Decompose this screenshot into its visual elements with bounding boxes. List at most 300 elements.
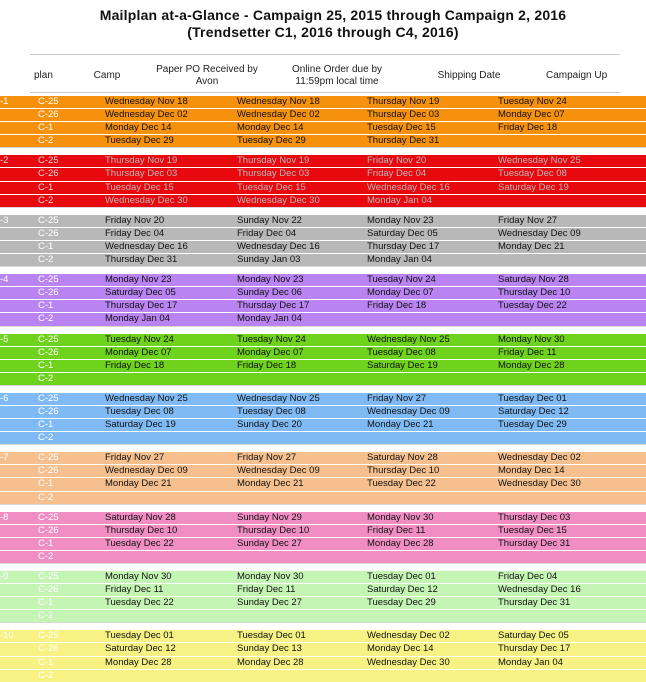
paper-po-cell: Thursday Dec 10: [105, 524, 237, 537]
online-order-cell: Sunday Jan 03: [237, 254, 367, 267]
campaign-up-cell: Wednesday Dec 02: [498, 452, 646, 465]
campaign-up-cell: Tuesday Dec 15: [498, 524, 646, 537]
online-order-cell: Sunday Dec 27: [237, 537, 367, 550]
table-row: [0, 96, 646, 109]
paper-po-cell: Friday Dec 11: [105, 584, 237, 597]
table-row: [0, 287, 646, 300]
header-top-divider: [30, 54, 620, 55]
shipping-date-cell: Monday Jan 04: [367, 254, 498, 267]
table-row: [0, 524, 646, 537]
online-order-cell: Wednesday Dec 16: [237, 240, 367, 253]
group-divider: [0, 564, 646, 571]
paper-po-cell: Friday Nov 20: [105, 214, 237, 227]
header-plan: plan: [34, 70, 53, 81]
camp-cell: C-1: [38, 478, 105, 491]
table-row: [0, 194, 646, 207]
shipping-date-cell: [367, 610, 498, 623]
table-row: [0, 359, 646, 372]
table-row: [0, 168, 646, 181]
camp-cell: C-1: [38, 300, 105, 313]
group-divider-cell: [0, 385, 646, 392]
paper-po-cell: Tuesday Dec 29: [105, 135, 237, 148]
shipping-date-cell: Tuesday Dec 15: [367, 122, 498, 135]
plan-cell: -8: [0, 511, 38, 524]
table-row: [0, 432, 646, 445]
camp-cell: C-1: [38, 597, 105, 610]
plan-cell: [0, 465, 38, 478]
online-order-cell: [237, 550, 367, 563]
shipping-date-cell: Wednesday Dec 02: [367, 630, 498, 643]
page-title: Mailplan at-a-Glance - Campaign 25, 2015 through Campaign 2, 2016: [99, 7, 567, 23]
camp-cell: C-25: [38, 155, 105, 168]
plan-cell: -1: [0, 96, 38, 109]
table-row: [0, 571, 646, 584]
table-row: [0, 392, 646, 405]
table-row: [0, 333, 646, 346]
shipping-date-cell: [367, 313, 498, 326]
mailplan-table: [0, 95, 646, 682]
plan-cell: [0, 419, 38, 432]
campaign-up-cell: Friday Dec 04: [498, 571, 646, 584]
online-order-cell: Friday Nov 27: [237, 452, 367, 465]
shipping-date-cell: Thursday Dec 17: [367, 240, 498, 253]
shipping-date-cell: Tuesday Dec 29: [367, 597, 498, 610]
campaign-up-cell: [498, 669, 646, 682]
plan-cell: [0, 524, 38, 537]
shipping-date-cell: Monday Dec 21: [367, 419, 498, 432]
campaign-up-cell: Friday Dec 11: [498, 346, 646, 359]
plan-cell: [0, 227, 38, 240]
paper-po-cell: Tuesday Dec 01: [105, 630, 237, 643]
paper-po-cell: Tuesday Dec 15: [105, 181, 237, 194]
group-divider-cell: [0, 504, 646, 511]
online-order-cell: Thursday Dec 17: [237, 300, 367, 313]
table-row: [0, 254, 646, 267]
campaign-up-cell: Wednesday Dec 16: [498, 584, 646, 597]
campaign-up-cell: Friday Nov 27: [498, 214, 646, 227]
paper-po-cell: [105, 432, 237, 445]
camp-cell: C-2: [38, 254, 105, 267]
camp-cell: C-1: [38, 537, 105, 550]
paper-po-cell: Saturday Dec 19: [105, 419, 237, 432]
campaign-up-cell: Tuesday Dec 08: [498, 168, 646, 181]
paper-po-cell: Saturday Dec 05: [105, 287, 237, 300]
shipping-date-cell: Thursday Dec 10: [367, 465, 498, 478]
camp-cell: C-25: [38, 214, 105, 227]
camp-cell: C-2: [38, 432, 105, 445]
plan-cell: [0, 432, 38, 445]
campaign-up-cell: Monday Dec 07: [498, 109, 646, 122]
table-row: [0, 372, 646, 385]
camp-cell: C-2: [38, 610, 105, 623]
plan-cell: [0, 478, 38, 491]
online-order-cell: Wednesday Nov 18: [237, 96, 367, 109]
table-row: [0, 537, 646, 550]
online-order-cell: Sunday Dec 20: [237, 419, 367, 432]
plan-cell: [0, 491, 38, 504]
group-divider: [0, 267, 646, 274]
shipping-date-cell: Thursday Nov 19: [367, 96, 498, 109]
plan-cell: [0, 181, 38, 194]
shipping-date-cell: Friday Nov 27: [367, 392, 498, 405]
shipping-date-cell: Monday Nov 30: [367, 511, 498, 524]
camp-cell: C-25: [38, 452, 105, 465]
campaign-up-cell: Wednesday Nov 25: [498, 155, 646, 168]
campaign-up-cell: Wednesday Dec 09: [498, 227, 646, 240]
shipping-date-cell: [367, 550, 498, 563]
group-divider-cell: [0, 564, 646, 571]
shipping-date-cell: Monday Jan 04: [367, 194, 498, 207]
campaign-up-cell: [498, 432, 646, 445]
camp-cell: C-2: [38, 491, 105, 504]
paper-po-cell: Wednesday Nov 25: [105, 392, 237, 405]
paper-po-cell: Tuesday Dec 22: [105, 597, 237, 610]
campaign-up-cell: [498, 550, 646, 563]
paper-po-cell: Wednesday Dec 09: [105, 465, 237, 478]
table-row: [0, 478, 646, 491]
plan-cell: [0, 168, 38, 181]
paper-po-cell: Monday Dec 28: [105, 656, 237, 669]
table-row: [0, 550, 646, 563]
camp-cell: C-2: [38, 372, 105, 385]
camp-cell: C-25: [38, 392, 105, 405]
table-row: [0, 669, 646, 682]
camp-cell: C-26: [38, 287, 105, 300]
table-row: [0, 109, 646, 122]
page-subtitle: (Trendsetter C1, 2016 through C4, 2016): [187, 24, 459, 40]
plan-cell: -5: [0, 333, 38, 346]
campaign-up-cell: Thursday Dec 03: [498, 511, 646, 524]
camp-cell: C-1: [38, 419, 105, 432]
online-order-cell: Tuesday Dec 08: [237, 405, 367, 418]
camp-cell: C-25: [38, 571, 105, 584]
table-row: [0, 122, 646, 135]
header-camp: Camp: [93, 70, 121, 81]
camp-cell: C-26: [38, 109, 105, 122]
campaign-up-cell: Thursday Dec 31: [498, 537, 646, 550]
plan-cell: -2: [0, 155, 38, 168]
table-row: [0, 181, 646, 194]
campaign-up-cell: Wednesday Dec 30: [498, 478, 646, 491]
shipping-date-cell: [367, 372, 498, 385]
plan-cell: [0, 287, 38, 300]
camp-cell: C-26: [38, 524, 105, 537]
paper-po-cell: Tuesday Dec 08: [105, 405, 237, 418]
online-order-cell: Sunday Nov 29: [237, 511, 367, 524]
shipping-date-cell: Tuesday Dec 08: [367, 346, 498, 359]
online-order-cell: Monday Jan 04: [237, 313, 367, 326]
plan-cell: [0, 359, 38, 372]
paper-po-cell: Wednesday Dec 30: [105, 194, 237, 207]
header-paper-po: Paper PO Received by Avon: [156, 64, 258, 87]
plan-cell: [0, 194, 38, 207]
plan-cell: [0, 550, 38, 563]
online-order-cell: Monday Nov 30: [237, 571, 367, 584]
online-order-cell: Friday Dec 18: [237, 359, 367, 372]
online-order-cell: Wednesday Nov 25: [237, 392, 367, 405]
table-row: [0, 419, 646, 432]
online-order-cell: [237, 432, 367, 445]
shipping-date-cell: Wednesday Dec 16: [367, 181, 498, 194]
shipping-date-cell: Friday Dec 18: [367, 300, 498, 313]
paper-po-cell: Monday Jan 04: [105, 313, 237, 326]
camp-cell: C-26: [38, 405, 105, 418]
plan-cell: [0, 346, 38, 359]
campaign-up-cell: Tuesday Dec 01: [498, 392, 646, 405]
paper-po-cell: [105, 610, 237, 623]
shipping-date-cell: Friday Dec 04: [367, 168, 498, 181]
table-row: [0, 135, 646, 148]
shipping-date-cell: Saturday Dec 05: [367, 227, 498, 240]
shipping-date-cell: Friday Dec 11: [367, 524, 498, 537]
table-row: [0, 155, 646, 168]
online-order-cell: [237, 491, 367, 504]
campaign-up-cell: Monday Dec 14: [498, 465, 646, 478]
camp-cell: C-1: [38, 240, 105, 253]
paper-po-cell: Friday Dec 18: [105, 359, 237, 372]
paper-po-cell: Monday Nov 30: [105, 571, 237, 584]
paper-po-cell: Wednesday Dec 16: [105, 240, 237, 253]
camp-cell: C-25: [38, 511, 105, 524]
campaign-up-cell: Saturday Dec 19: [498, 181, 646, 194]
paper-po-cell: [105, 372, 237, 385]
table-row: [0, 630, 646, 643]
paper-po-cell: Monday Dec 14: [105, 122, 237, 135]
table-row: [0, 584, 646, 597]
shipping-date-cell: [367, 669, 498, 682]
plan-cell: [0, 656, 38, 669]
camp-cell: C-2: [38, 313, 105, 326]
group-divider: [0, 326, 646, 333]
camp-cell: C-25: [38, 274, 105, 287]
plan-cell: -7: [0, 452, 38, 465]
table-row: [0, 346, 646, 359]
campaign-up-cell: Monday Dec 21: [498, 240, 646, 253]
campaign-up-cell: Tuesday Dec 29: [498, 419, 646, 432]
group-divider: [0, 445, 646, 452]
camp-cell: C-25: [38, 630, 105, 643]
camp-cell: C-1: [38, 656, 105, 669]
camp-cell: C-26: [38, 168, 105, 181]
table-row: [0, 643, 646, 656]
plan-cell: [0, 372, 38, 385]
shipping-date-cell: Tuesday Dec 22: [367, 478, 498, 491]
online-order-cell: Monday Dec 14: [237, 122, 367, 135]
campaign-up-cell: [498, 610, 646, 623]
camp-cell: C-26: [38, 584, 105, 597]
campaign-up-cell: Thursday Dec 17: [498, 643, 646, 656]
online-order-cell: Thursday Dec 10: [237, 524, 367, 537]
online-order-cell: [237, 669, 367, 682]
shipping-date-cell: Tuesday Nov 24: [367, 274, 498, 287]
header-online-order: Online Order due by 11:59pm local time: [291, 64, 383, 87]
plan-cell: [0, 109, 38, 122]
paper-po-cell: Saturday Dec 12: [105, 643, 237, 656]
online-order-cell: Sunday Dec 13: [237, 643, 367, 656]
camp-cell: C-2: [38, 194, 105, 207]
group-divider-cell: [0, 623, 646, 630]
paper-po-cell: Thursday Dec 03: [105, 168, 237, 181]
campaign-up-cell: Saturday Dec 12: [498, 405, 646, 418]
shipping-date-cell: Tuesday Dec 01: [367, 571, 498, 584]
shipping-date-cell: Wednesday Dec 30: [367, 656, 498, 669]
camp-cell: C-1: [38, 122, 105, 135]
table-row: [0, 656, 646, 669]
header-bottom-divider: [30, 92, 620, 93]
camp-cell: C-2: [38, 550, 105, 563]
table-row: [0, 452, 646, 465]
shipping-date-cell: Monday Dec 07: [367, 287, 498, 300]
camp-cell: C-2: [38, 669, 105, 682]
camp-cell: C-25: [38, 96, 105, 109]
header-campaign-up: Campaign Up: [546, 70, 608, 81]
group-divider-cell: [0, 326, 646, 333]
campaign-up-cell: Monday Nov 30: [498, 333, 646, 346]
online-order-cell: Tuesday Dec 29: [237, 135, 367, 148]
plan-cell: -4: [0, 274, 38, 287]
group-divider-cell: [0, 267, 646, 274]
camp-cell: C-26: [38, 227, 105, 240]
plan-cell: [0, 584, 38, 597]
plan-cell: -10: [0, 630, 38, 643]
camp-cell: C-2: [38, 135, 105, 148]
shipping-date-cell: Monday Dec 28: [367, 537, 498, 550]
group-divider-cell: [0, 148, 646, 155]
paper-po-cell: Tuesday Dec 22: [105, 537, 237, 550]
campaign-up-cell: Tuesday Nov 24: [498, 96, 646, 109]
shipping-date-cell: Monday Nov 23: [367, 214, 498, 227]
plan-cell: [0, 537, 38, 550]
online-order-cell: Tuesday Nov 24: [237, 333, 367, 346]
online-order-cell: Sunday Dec 06: [237, 287, 367, 300]
paper-po-cell: Wednesday Dec 02: [105, 109, 237, 122]
online-order-cell: Sunday Dec 27: [237, 597, 367, 610]
shipping-date-cell: [367, 432, 498, 445]
table-row: [0, 227, 646, 240]
table-row: [0, 240, 646, 253]
online-order-cell: Tuesday Dec 15: [237, 181, 367, 194]
plan-cell: [0, 643, 38, 656]
table-row: [0, 405, 646, 418]
campaign-up-cell: [498, 491, 646, 504]
plan-cell: -6: [0, 392, 38, 405]
paper-po-cell: Monday Dec 07: [105, 346, 237, 359]
paper-po-cell: Monday Dec 21: [105, 478, 237, 491]
online-order-cell: [237, 372, 367, 385]
paper-po-cell: Wednesday Nov 18: [105, 96, 237, 109]
paper-po-cell: [105, 550, 237, 563]
shipping-date-cell: Friday Nov 20: [367, 155, 498, 168]
header-shipping-date: Shipping Date: [437, 70, 501, 81]
shipping-date-cell: Saturday Dec 12: [367, 584, 498, 597]
table-row: [0, 610, 646, 623]
campaign-up-cell: Saturday Dec 05: [498, 630, 646, 643]
paper-po-cell: Thursday Nov 19: [105, 155, 237, 168]
campaign-up-cell: [498, 254, 646, 267]
plan-cell: [0, 669, 38, 682]
plan-cell: [0, 313, 38, 326]
paper-po-cell: [105, 669, 237, 682]
online-order-cell: Wednesday Dec 30: [237, 194, 367, 207]
paper-po-cell: Tuesday Nov 24: [105, 333, 237, 346]
camp-cell: C-25: [38, 333, 105, 346]
table-row: [0, 274, 646, 287]
group-divider: [0, 207, 646, 214]
group-divider: [0, 504, 646, 511]
camp-cell: C-1: [38, 359, 105, 372]
camp-cell: C-26: [38, 346, 105, 359]
table-row: [0, 300, 646, 313]
camp-cell: C-26: [38, 465, 105, 478]
paper-po-cell: Thursday Dec 17: [105, 300, 237, 313]
group-divider: [0, 623, 646, 630]
campaign-up-cell: Saturday Nov 28: [498, 274, 646, 287]
campaign-up-cell: [498, 313, 646, 326]
plan-cell: [0, 610, 38, 623]
table-row: [0, 597, 646, 610]
campaign-up-cell: [498, 372, 646, 385]
camp-cell: C-1: [38, 181, 105, 194]
shipping-date-cell: Thursday Dec 31: [367, 135, 498, 148]
plan-cell: [0, 300, 38, 313]
plan-cell: -3: [0, 214, 38, 227]
paper-po-cell: Saturday Nov 28: [105, 511, 237, 524]
shipping-date-cell: [367, 491, 498, 504]
plan-cell: [0, 240, 38, 253]
online-order-cell: Monday Dec 21: [237, 478, 367, 491]
group-divider-cell: [0, 445, 646, 452]
campaign-up-cell: Monday Dec 28: [498, 359, 646, 372]
table-row: [0, 511, 646, 524]
plan-cell: [0, 122, 38, 135]
plan-cell: -9: [0, 571, 38, 584]
online-order-cell: Monday Nov 23: [237, 274, 367, 287]
camp-cell: C-26: [38, 643, 105, 656]
table-row: [0, 214, 646, 227]
online-order-cell: Wednesday Dec 02: [237, 109, 367, 122]
shipping-date-cell: Monday Dec 14: [367, 643, 498, 656]
campaign-up-cell: [498, 194, 646, 207]
campaign-up-cell: Thursday Dec 31: [498, 597, 646, 610]
paper-po-cell: [105, 491, 237, 504]
table-row: [0, 313, 646, 326]
campaign-up-cell: Tuesday Dec 22: [498, 300, 646, 313]
campaign-up-cell: Friday Dec 18: [498, 122, 646, 135]
shipping-date-cell: Saturday Dec 19: [367, 359, 498, 372]
online-order-cell: Monday Dec 28: [237, 656, 367, 669]
paper-po-cell: Friday Dec 04: [105, 227, 237, 240]
campaign-up-cell: [498, 135, 646, 148]
paper-po-cell: Thursday Dec 31: [105, 254, 237, 267]
shipping-date-cell: Wednesday Dec 09: [367, 405, 498, 418]
shipping-date-cell: Thursday Dec 03: [367, 109, 498, 122]
campaign-up-cell: Thursday Dec 10: [498, 287, 646, 300]
plan-cell: [0, 135, 38, 148]
online-order-cell: Friday Dec 04: [237, 227, 367, 240]
campaign-up-cell: Monday Jan 04: [498, 656, 646, 669]
plan-cell: [0, 597, 38, 610]
paper-po-cell: Monday Nov 23: [105, 274, 237, 287]
plan-cell: [0, 254, 38, 267]
online-order-cell: Tuesday Dec 01: [237, 630, 367, 643]
table-row: [0, 465, 646, 478]
online-order-cell: Monday Dec 07: [237, 346, 367, 359]
group-divider: [0, 148, 646, 155]
shipping-date-cell: Wednesday Nov 25: [367, 333, 498, 346]
online-order-cell: Friday Dec 11: [237, 584, 367, 597]
paper-po-cell: Friday Nov 27: [105, 452, 237, 465]
online-order-cell: Thursday Nov 19: [237, 155, 367, 168]
